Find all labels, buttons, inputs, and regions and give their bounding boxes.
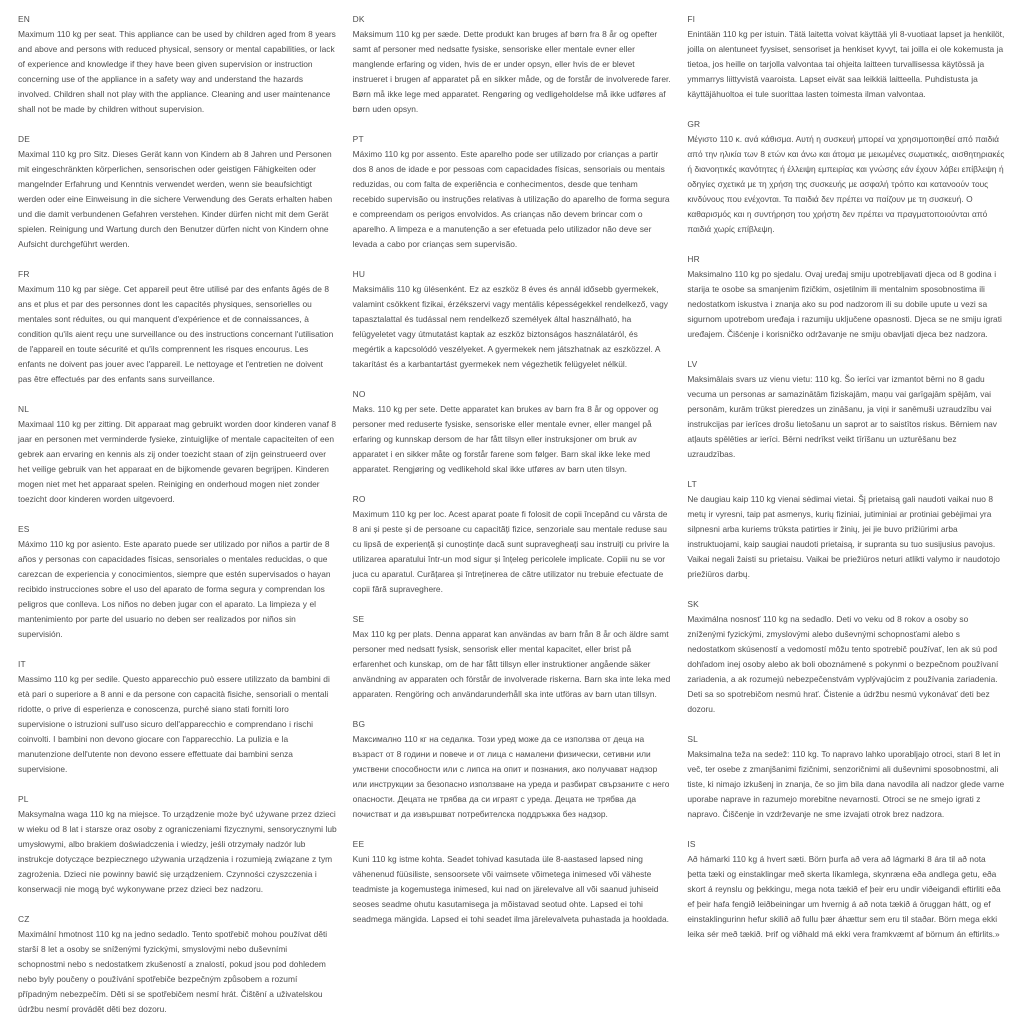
language-code: CZ	[18, 914, 30, 924]
instruction-text: Maximální hmotnost 110 kg na jedno sedadlo. Tento spotřebič mohou používat děti starší 8 let a osoby se sníženými fyzickými, smyslovými nebo duševními schopnostmi nebo s nedostatkem zkušeností a znalostí, pokud jsou pod dohledem nebo byly poučeny o používání spotřebiče bezpečným způsobem a rozumí případným nebezpečím. Děti si se spotřebičem nesmí hrát. Čištění a uživatelskou údržbu nesmí provádět děti bez dozoru.	[18, 929, 328, 1014]
language-code: DE	[18, 134, 31, 144]
section-nl	[18, 402, 337, 507]
instruction-text: Μέγιστο 110 κ. ανά κάθισμα. Αυτή η συσκευή μπορεί να χρησιμοποιηθεί από παιδιά από την ηλικία των 8 ετών και άνω και άτομα με μειωμένες σωματικές, αισθητηριακές ή διανοητικές ικανότητες ή έλλειψη εμπειρίας και γνώσης εάν έχουν λάβει επίβλεψη ή οδηγίες σχετικά με τη χρήση της συσκευής με ασφαλή τρόπο και κατανοούν τους κινδύνους που ενέχονται. Τα παιδιά δεν πρέπει να παίζουν με τη συσκευή. Ο καθαρισμός και η συντήρηση του χρήστη δεν πρέπει να πραγματοποιούνται από παιδιά χωρίς επίβλεψη.	[687, 134, 1005, 234]
language-code: SK	[687, 599, 699, 609]
instruction-text: Að hámarki 110 kg á hvert sæti. Börn þurfa að vera að lágmarki 8 ára til að nota þetta tæki og einstaklingar með skerta líkamlega, skynræna eða andlega getu, eða skort á reynslu og þekkingu, mega nota tækið ef þeir eru undir viðeigandi eftirliti eða ef þeir hafa fengið leiðbeiningar um hvernig á að nota tækið á öruggan hátt, og ef einstaklingurinn hefur skilið að fullu þær áhættur sem eru til staðar. Börn mega ekki leika sér með tækið. Þrif og viðhald má ekki vera framkvæmt af börnum án eftirlits.»	[687, 854, 1001, 939]
instruction-text: Maksimalno 110 kg po sjedalu. Ovaj uređaj smiju upotrebljavati djeca od 8 godina i starija te osobe sa smanjenim fizičkim, osjetilnim ili mentalnim sposobnostima ili nedostatkom iskustva i znanja ako su pod nadzorom ili su dobile upute u vezi sa sigurnom upotrebom uređaja i razumiju uključene opasnosti. Djeca se ne smiju igrati uređajem. Čišćenje i korisničko održavanje ne smiju obavljati djeca bez nadzora.	[687, 269, 1002, 339]
section-dk	[353, 12, 672, 117]
section-fr	[18, 267, 337, 387]
section-pl	[18, 792, 337, 897]
instruction-text: Ne daugiau kaip 110 kg vienai sėdimai vietai. Šį prietaisą gali naudoti vaikai nuo 8 metų ir vyresni, taip pat asmenys, kurių fiziniai, jutiminiai ar protiniai gebėjimai yra silpnesni arba kuriems trūksta patirties ir žinių, jei jie buvo prižiūrimi arba instruktuojami, kaip saugiai naudoti prietaisą, ir supranta su tuo susijusius pavojus. Vaikai negali žaisti su prietaisu. Vaikai be priežiūros neturi atlikti valymo ir naudotojo priežiūros darbų.	[687, 494, 1000, 579]
language-code: NL	[18, 404, 30, 414]
section-se	[353, 612, 672, 702]
section-sl	[687, 732, 1006, 822]
section-es	[18, 522, 337, 642]
language-code: GR	[687, 119, 701, 129]
language-code: SE	[352, 614, 365, 624]
language-code: FI	[687, 14, 696, 24]
column-1	[18, 12, 337, 1024]
section-is	[687, 837, 1006, 942]
language-code: IS	[687, 839, 696, 849]
section-en	[18, 12, 337, 117]
section-gr	[687, 117, 1006, 237]
instruction-text: Максимално 110 кг на седалка. Този уред може да се използва от деца на възраст от 8 години и повече и от лица с намалени физически, сетивни или умствени способности или с липса на опит и познания, ако получават надзор или инструкции за безопасно използване на уреда и разбират свързаните с него опасности. Децата не трябва да си играят с уреда. Децата не трябва да почистват и да извършват потребителска поддръжка без надзор.	[352, 734, 670, 819]
language-code: DK	[352, 14, 365, 24]
column-2	[353, 12, 672, 1024]
section-de	[18, 132, 337, 252]
language-code: LT	[687, 479, 697, 489]
instruction-text: Maks. 110 kg per sete. Dette apparatet kan brukes av barn fra 8 år og oppover og personer med reduserte fysiske, sensoriske eller mentale evner, eller mangel på erfaring og kunnskap dersom de har fått tilsyn eller instruksjoner om bruk av apparatet i en sikker måte og forstår farene som følger. Barn skal ikke leke med apparatet. Rengjøring og vedlikehold skal ikke utføres av barn uten tilsyn.	[352, 404, 659, 474]
section-fi	[687, 12, 1006, 102]
section-sk	[687, 597, 1006, 717]
instruction-text: Enintään 110 kg per istuin. Tätä laitetta voivat käyttää yli 8-vuotiaat lapset ja henkilöt, joilla on alentuneet fyysiset, sensoriset ja henkiset kyvyt, tai joilla ei ole kokemusta ja tietoa, jos heille on tarjolla valvontaa tai ohjeita laitteen turvallisessa käytössä ja ymmarrys liittyvistä vaaroista. Lapset eivät saa leikkiä laitteella. Puhdistusta ja käyttäjähuoltoa ei tule suorittaa lasten toimesta ilman valvontaa.	[687, 29, 1005, 99]
section-bg	[353, 717, 672, 822]
instruction-text: Maksymalna waga 110 kg na miejsce. To urządzenie może być używane przez dzieci w wieku od 8 lat i starsze oraz osoby z ograniczeniami fizycznymi, sensorycznymi lub umysłowymi, albo brakiem doświadczenia i wiedzy, jeśli otrzymały nadzór lub instrukcje dotyczące bezpiecznego używania urządzenia i rozumieją związane z tym zagrożenia. Dzieci nie powinny bawić się urządzeniem. Czynności czyszczenia i konserwacji nie mogą być wykonywane przez dzieci bez nadzoru.	[18, 809, 337, 894]
section-pt	[353, 132, 672, 252]
instruction-text: Kuni 110 kg istme kohta. Seadet tohivad kasutada üle 8-aastased lapsed ning vähenenud füüsiliste, sensoorsete või vaimsete võimetega inimesed või väheste teadmiste ja kogemustega inimesed, kui nad on järelevalve all või saanud juhiseid seoses seadme ohutu kasutamisega ja mõistavad seotud ohte. Lapsed ei tohi seadmega mängida. Lapsed ei tohi seadet ilma järelevalveta puhastada ja hooldada.	[352, 854, 669, 924]
section-no	[353, 387, 672, 477]
section-ro	[353, 492, 672, 597]
section-cz	[18, 912, 337, 1017]
language-code: BG	[352, 719, 366, 729]
instruction-text: Maksimālais svars uz vienu vietu: 110 kg. Šo ierīci var izmantot bērni no 8 gadu vecuma un personas ar samazinātām fiziskajām, maņu vai garīgajām spējām, vai personām, kurām trūkst pieredzes un zināšanu, ja viņi ir sanēmuši uzraudzību vai instrukcijas par ierīces drošu lietošanu un saprot ar to saistītos riskus. Bērniem nav atļauts spēlēties ar ierīci. Bērni nedrīkst veikt tīrīšanu un uzturēšanu bez uzraudzības.	[687, 374, 997, 459]
instruction-text: Máximo 110 kg por assento. Este aparelho pode ser utilizado por crianças a partir dos 8 anos de idade e por pessoas com capacidades físicas, sensoriais ou mentais reduzidas, ou com falta de experiência e conhecimentos, desde que tenham recebido supervisão ou instruções relativas à utilização do aparelho de forma segura e compreendam os perigos envolvidos. As crianças não devem brincar com o aparelho. A limpeza e a manutenção a ser efetuada pelo utilizador não deve ser levada a cabo por crianças sem supervisão.	[352, 149, 670, 249]
language-code: LV	[687, 359, 698, 369]
instruction-text: Maksimalna teža na sedež: 110 kg. To napravo lahko uporabljajo otroci, stari 8 let in več, ter osebe z zmanjšanimi fizičnimi, senzoričnimi ali duševnimi sposobnostmi, ali tiste, ki nimajo izkušenj in znanja, če so jim bila dana navodila ali nadzor glede varne uporabe naprave in razumejo morebitne nevarnosti. Otroci se ne smejo igrati z napravo. Čiščenje in vzdrževanje ne sme izvajati otrok brez nadzora.	[687, 749, 1005, 819]
instruction-text: Maksimum 110 kg per sæde. Dette produkt kan bruges af børn fra 8 år og opefter samt af personer med nedsatte fysiske, sensoriske eller mentale evner eller manglende erfaring og viden, hvis de er under opsyn, eller hvis de er blevet instrueret i brugen af apparatet på en sikker måde, og de forstår de involverede farer. Børn må ikke lege med apparatet. Rengøring og vedligeholdelse må ikke udføres af børn uden opsyn.	[352, 29, 671, 114]
instruction-text: Maximum 110 kg per loc. Acest aparat poate fi folosit de copii începând cu vârsta de 8 ani și peste și de persoane cu capacități fizice, senzoriale sau mentale reduse sau cu lipsă de experiență și cunoștințe dacă sunt supravegheați sau instruiți cu privire la utilizarea aparatului într-un mod sigur și înțeleg pericolele implicate. Copiii nu se vor juca cu aparatul. Curățarea și întreținerea de către utilizator nu trebuie efectuate de copii fără supraveghere.	[352, 509, 670, 594]
language-code: EN	[18, 14, 31, 24]
section-hu	[353, 267, 672, 372]
instruction-text: Maximaal 110 kg per zitting. Dit apparaat mag gebruikt worden door kinderen vanaf 8 jaar en personen met verminderde fysieke, zintuiglijke of mentale capaciteiten of een gebrek aan ervaring en kennis als zij onder toezicht staan of zijn geinstrueerd over het veilige gebruik van het apparaat en de bijkomende gevaren begrijpen. Kinderen mogen niet met het apparaat spelen. Reiniging en onderhoud mogen niet zonder toezicht door kinderen worden uitgevoerd.	[18, 419, 337, 504]
language-code: PT	[352, 134, 364, 144]
instruction-text: Maksimális 110 kg ülésenként. Ez az eszköz 8 éves és annál idősebb gyermekek, valamint csökkent fizikai, érzékszervi vagy mentális képességekkel rendelkező, vagy tapasztalattal és tudással nem rendelkező személyek által használható, ha felügyeletet vagy útmutatást kaptak az eszköz biztonságos használatáról, és megértik a kapcsolódó veszélyeket. A gyermekek nem játszhatnak az eszközzel. A takarítást és a karbantartást gyermekek nem végezhetik felügyelet nélkül.	[352, 284, 668, 369]
language-code: RO	[352, 494, 366, 504]
language-code: HU	[352, 269, 366, 279]
instruction-text: Max 110 kg per plats. Denna apparat kan användas av barn från 8 år och äldre samt personer med nedsatt fysisk, sensorisk eller mental kapacitet, eller brist på erfarenhet och kunskap, om de har fått tillsyn eller instruktioner angående säker användning av apparaten och förstår de involverade riskerna. Barn ska inte leka med apparaten. Rengöring och användarunderhåll ska inte utföras av barn utan tillsyn.	[352, 629, 671, 699]
instruction-text: Maximum 110 kg par siège. Cet appareil peut être utilisé par des enfants âgés de 8 ans et plus et par des personnes dont les capacités physiques, sensorielles ou mentales sont réduites, ou qui manquent d'expérience et de connaissances, à condition qu'ils aient reçu une surveillance ou des instructions concernant l'utilisation de l'appareil en toute sécurité et qu'ils comprennent les risques encourus. Les enfants ne doivent pas jouer avec l'appareil. Le nettoyage et l'entretien ne doivent pas être effectués par des enfants sans surveillance.	[18, 284, 334, 384]
language-code: HR	[687, 254, 700, 264]
instruction-text: Massimo 110 kg per sedile. Questo apparecchio può essere utilizzato da bambini di età pari o superiore a 8 anni e da persone con capacità fisiche, sensoriali o mentali ridotte, o prive di esperienza e conoscenza, purché siano stati forniti loro supervisione o istruzioni sull'uso sicuro dell'apparecchio e comprendano i rischi coinvolti. I bambini non devono giocare con l'apparecchio. La pulizia e la manutenzione dell'utente non devono essere effettuate dai bambini senza supervisione.	[18, 674, 330, 774]
instruction-text: Maximálna nosnosť 110 kg na sedadlo. Deti vo veku od 8 rokov a osoby so zníženými fyzickými, zmyslovými alebo duševnými schopnosťami alebo s nedostatkom skúseností a vedomostí môžu tento spotrebič používať, len ak sú pod dohľadom inej osoby alebo ak boli oboznámené s pokynmi o bezpečnom používaní zariadenia, a ak rozumejú nebezpečenstvám vyplývajúcim z používania zariadenia. Deti sa so spotrebičom nesmú hrať. Čistenie a údržbu nesmú vykonávať deti bez dozoru.	[687, 614, 999, 714]
section-lv	[687, 357, 1006, 462]
column-3	[687, 12, 1006, 1024]
section-ee	[353, 837, 672, 927]
language-code: ES	[18, 524, 30, 534]
instruction-text: Maximal 110 kg pro Sitz. Dieses Gerät kann von Kindern ab 8 Jahren und Personen mit eingeschränkten körperlichen, sensorischen oder geistigen Fähigkeiten oder mangelnder Erfahrung und Kenntnis verwendet werden, wenn sie beaufsichtigt werden oder eine Einweisung in die sichere Verwendung des Gerats erhalten haben und die damit verbundenen Gefahren verstehen. Kinder dürfen nicht mit dem Gerät spielen. Reinigung und Wartung durch den Benutzer dürfen nicht von Kindern ohne Aufsicht durchgeführt werden.	[18, 149, 333, 249]
section-hr	[687, 252, 1006, 342]
language-code: IT	[18, 659, 26, 669]
language-code: SL	[687, 734, 698, 744]
language-code: EE	[352, 839, 365, 849]
instruction-text: Maximum 110 kg per seat. This appliance can be used by children aged from 8 years and above and persons with reduced physical, sensory or mental capabilities, or lack of experience and knowledge if they have been given supervision or instruction concerning use of the appliance in a safety way and understand the hazards involved. Children shall not play with the appliance. Cleaning and user maintenance shall not be made by children without supervision.	[18, 29, 336, 114]
section-it	[18, 657, 337, 777]
language-code: FR	[18, 269, 30, 279]
language-code: NO	[352, 389, 366, 399]
section-lt	[687, 477, 1006, 582]
instruction-text: Máximo 110 kg por asiento. Este aparato puede ser utilizado por niños a partir de 8 años y personas con capacidades físicas, sensoriales o mentales reducidas, o que carezcan de experiencia y conocimientos, siempre que estén supervisados o hayan recibido instrucciones sobre el uso del aparato de forma segura y comprendan los peligros que conlleva. Los niños no deben jugar con el aparato. La limpieza y el mantenimiento por parte del usuario no deben ser realizados por niños sin supervisión.	[18, 539, 331, 639]
language-code: PL	[18, 794, 29, 804]
